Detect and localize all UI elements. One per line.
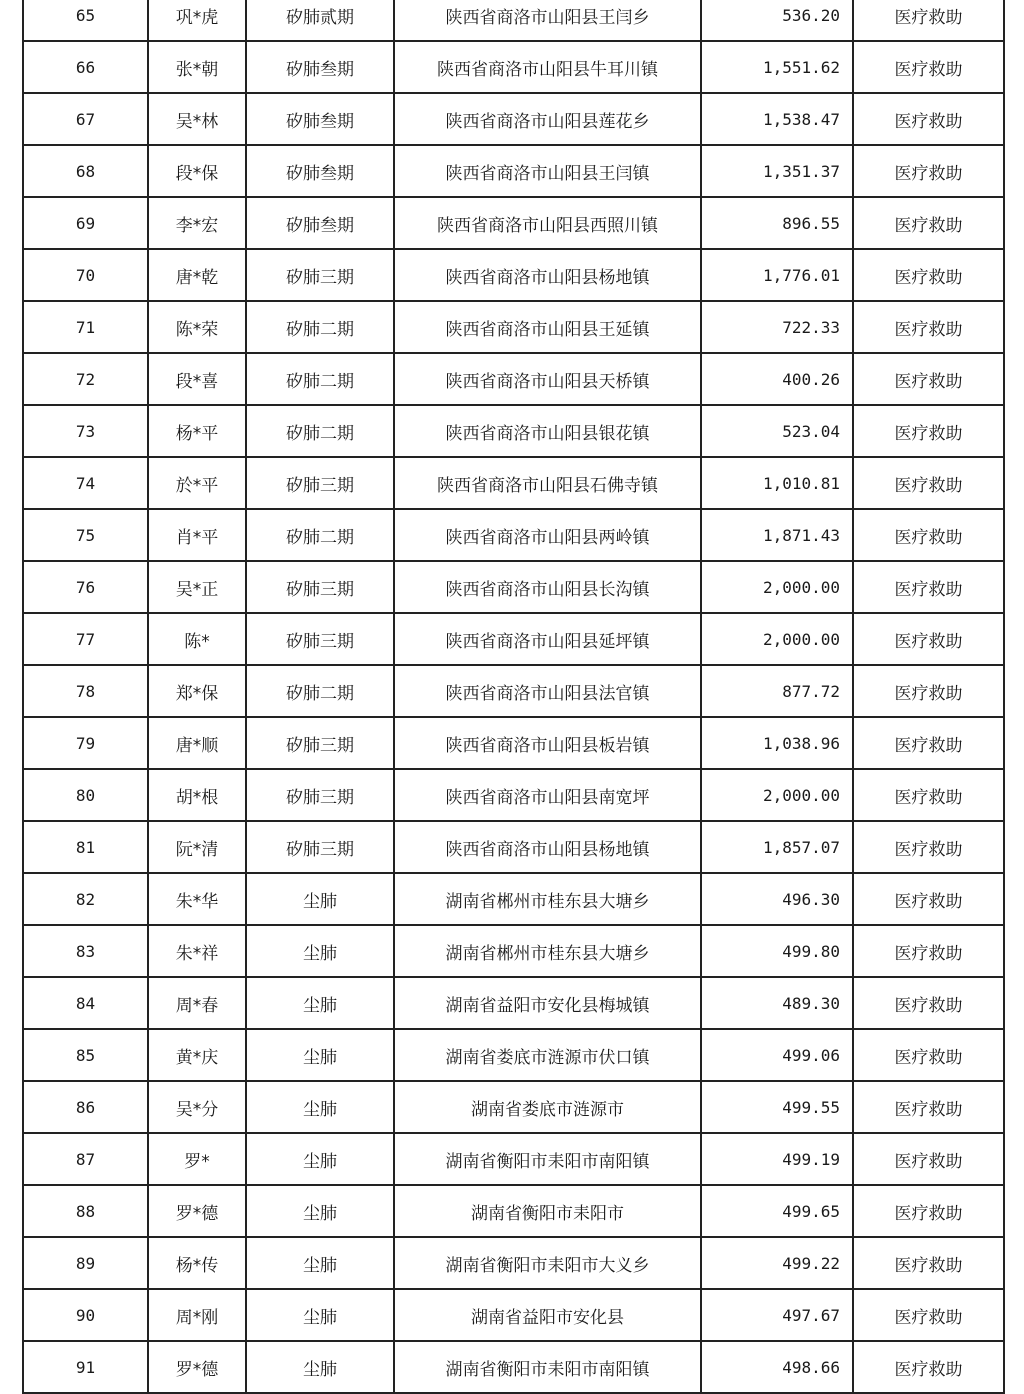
name-cell: 阮*清 (148, 821, 246, 873)
amount-cell: 1,351.37 (701, 145, 853, 197)
amount-cell: 896.55 (701, 197, 853, 249)
name-cell: 罗* (148, 1133, 246, 1185)
amount-cell: 499.80 (701, 925, 853, 977)
relief-type-cell: 医疗救助 (853, 405, 1004, 457)
amount-cell: 499.55 (701, 1081, 853, 1133)
name-cell: 吴*分 (148, 1081, 246, 1133)
relief-type-cell: 医疗救助 (853, 457, 1004, 509)
row-number-cell: 78 (23, 665, 148, 717)
relief-type-cell: 医疗救助 (853, 561, 1004, 613)
name-cell: 吴*正 (148, 561, 246, 613)
disease-stage-cell: 尘肺 (246, 1029, 394, 1081)
relief-type-cell: 医疗救助 (853, 1133, 1004, 1185)
amount-cell: 536.20 (701, 0, 853, 41)
row-number-cell: 75 (23, 509, 148, 561)
address-cell: 湖南省衡阳市耒阳市 (394, 1185, 701, 1237)
name-cell: 段*保 (148, 145, 246, 197)
address-cell: 陕西省商洛市山阳县王延镇 (394, 301, 701, 353)
name-cell: 陈* (148, 613, 246, 665)
row-number-cell: 85 (23, 1029, 148, 1081)
name-cell: 黄*庆 (148, 1029, 246, 1081)
name-cell: 朱*华 (148, 873, 246, 925)
amount-cell: 496.30 (701, 873, 853, 925)
relief-type-cell: 医疗救助 (853, 1341, 1004, 1393)
relief-type-cell: 医疗救助 (853, 613, 1004, 665)
table-row (23, 197, 1004, 249)
amount-cell: 1,010.81 (701, 457, 853, 509)
disease-stage-cell: 尘肺 (246, 1081, 394, 1133)
row-number-cell: 82 (23, 873, 148, 925)
table-row (23, 457, 1004, 509)
amount-cell: 1,776.01 (701, 249, 853, 301)
row-number-cell: 80 (23, 769, 148, 821)
address-cell: 陕西省商洛市山阳县南宽坪 (394, 769, 701, 821)
disease-stage-cell: 尘肺 (246, 925, 394, 977)
address-cell: 陕西省商洛市山阳县延坪镇 (394, 613, 701, 665)
disease-stage-cell: 矽肺叁期 (246, 93, 394, 145)
row-number-cell: 90 (23, 1289, 148, 1341)
name-cell: 朱*祥 (148, 925, 246, 977)
disease-stage-cell: 矽肺三期 (246, 561, 394, 613)
disease-stage-cell: 矽肺二期 (246, 665, 394, 717)
relief-table-body (23, 0, 1004, 1393)
disease-stage-cell: 矽肺叁期 (246, 145, 394, 197)
row-number-cell: 87 (23, 1133, 148, 1185)
row-number-cell: 65 (23, 0, 148, 41)
disease-stage-cell: 矽肺二期 (246, 405, 394, 457)
relief-type-cell: 医疗救助 (853, 509, 1004, 561)
relief-type-cell: 医疗救助 (853, 1029, 1004, 1081)
name-cell: 唐*乾 (148, 249, 246, 301)
name-cell: 唐*顺 (148, 717, 246, 769)
name-cell: 郑*保 (148, 665, 246, 717)
relief-type-cell: 医疗救助 (853, 977, 1004, 1029)
relief-type-cell: 医疗救助 (853, 1185, 1004, 1237)
table-row (23, 821, 1004, 873)
address-cell: 湖南省益阳市安化县梅城镇 (394, 977, 701, 1029)
table-row (23, 249, 1004, 301)
disease-stage-cell: 尘肺 (246, 1237, 394, 1289)
amount-cell: 498.66 (701, 1341, 853, 1393)
relief-table (22, 0, 1005, 1394)
address-cell: 湖南省衡阳市耒阳市南阳镇 (394, 1341, 701, 1393)
table-row (23, 41, 1004, 93)
table-row (23, 873, 1004, 925)
row-number-cell: 83 (23, 925, 148, 977)
disease-stage-cell: 矽肺叁期 (246, 41, 394, 93)
table-row (23, 405, 1004, 457)
address-cell: 陕西省商洛市山阳县长沟镇 (394, 561, 701, 613)
address-cell: 陕西省商洛市山阳县两岭镇 (394, 509, 701, 561)
relief-type-cell: 医疗救助 (853, 821, 1004, 873)
disease-stage-cell: 矽肺二期 (246, 353, 394, 405)
amount-cell: 1,538.47 (701, 93, 853, 145)
name-cell: 於*平 (148, 457, 246, 509)
amount-cell: 489.30 (701, 977, 853, 1029)
disease-stage-cell: 矽肺叁期 (246, 197, 394, 249)
row-number-cell: 71 (23, 301, 148, 353)
relief-type-cell: 医疗救助 (853, 353, 1004, 405)
disease-stage-cell: 矽肺贰期 (246, 0, 394, 41)
address-cell: 陕西省商洛市山阳县杨地镇 (394, 249, 701, 301)
address-cell: 湖南省郴州市桂东县大塘乡 (394, 925, 701, 977)
disease-stage-cell: 矽肺三期 (246, 613, 394, 665)
disease-stage-cell: 矽肺三期 (246, 457, 394, 509)
table-row (23, 1081, 1004, 1133)
row-number-cell: 74 (23, 457, 148, 509)
relief-type-cell: 医疗救助 (853, 665, 1004, 717)
row-number-cell: 72 (23, 353, 148, 405)
address-cell: 陕西省商洛市山阳县西照川镇 (394, 197, 701, 249)
address-cell: 陕西省商洛市山阳县莲花乡 (394, 93, 701, 145)
row-number-cell: 70 (23, 249, 148, 301)
table-row (23, 509, 1004, 561)
amount-cell: 722.33 (701, 301, 853, 353)
address-cell: 湖南省衡阳市耒阳市大义乡 (394, 1237, 701, 1289)
relief-type-cell: 医疗救助 (853, 0, 1004, 41)
row-number-cell: 76 (23, 561, 148, 613)
amount-cell: 499.65 (701, 1185, 853, 1237)
disease-stage-cell: 矽肺二期 (246, 509, 394, 561)
row-number-cell: 79 (23, 717, 148, 769)
disease-stage-cell: 尘肺 (246, 873, 394, 925)
table-row (23, 1029, 1004, 1081)
row-number-cell: 66 (23, 41, 148, 93)
address-cell: 陕西省商洛市山阳县银花镇 (394, 405, 701, 457)
table-row (23, 93, 1004, 145)
address-cell: 湖南省娄底市涟源市伏口镇 (394, 1029, 701, 1081)
row-number-cell: 81 (23, 821, 148, 873)
row-number-cell: 91 (23, 1341, 148, 1393)
table-row (23, 769, 1004, 821)
address-cell: 湖南省郴州市桂东县大塘乡 (394, 873, 701, 925)
amount-cell: 497.67 (701, 1289, 853, 1341)
amount-cell: 499.19 (701, 1133, 853, 1185)
address-cell: 陕西省商洛市山阳县王闫镇 (394, 145, 701, 197)
disease-stage-cell: 尘肺 (246, 1341, 394, 1393)
relief-type-cell: 医疗救助 (853, 1237, 1004, 1289)
disease-stage-cell: 矽肺三期 (246, 249, 394, 301)
disease-stage-cell: 尘肺 (246, 1289, 394, 1341)
amount-cell: 2,000.00 (701, 561, 853, 613)
name-cell: 李*宏 (148, 197, 246, 249)
disease-stage-cell: 矽肺三期 (246, 717, 394, 769)
table-row (23, 665, 1004, 717)
name-cell: 吴*林 (148, 93, 246, 145)
amount-cell: 1,857.07 (701, 821, 853, 873)
disease-stage-cell: 矽肺三期 (246, 769, 394, 821)
relief-type-cell: 医疗救助 (853, 925, 1004, 977)
row-number-cell: 73 (23, 405, 148, 457)
relief-type-cell: 医疗救助 (853, 197, 1004, 249)
table-row (23, 613, 1004, 665)
relief-type-cell: 医疗救助 (853, 873, 1004, 925)
amount-cell: 1,871.43 (701, 509, 853, 561)
table-row (23, 1133, 1004, 1185)
address-cell: 湖南省益阳市安化县 (394, 1289, 701, 1341)
relief-type-cell: 医疗救助 (853, 93, 1004, 145)
table-row (23, 1185, 1004, 1237)
address-cell: 陕西省商洛市山阳县王闫乡 (394, 0, 701, 41)
row-number-cell: 77 (23, 613, 148, 665)
table-row (23, 1237, 1004, 1289)
table-row (23, 301, 1004, 353)
address-cell: 陕西省商洛市山阳县杨地镇 (394, 821, 701, 873)
name-cell: 胡*根 (148, 769, 246, 821)
table-row (23, 0, 1004, 41)
relief-type-cell: 医疗救助 (853, 1081, 1004, 1133)
address-cell: 陕西省商洛市山阳县法官镇 (394, 665, 701, 717)
disease-stage-cell: 尘肺 (246, 1185, 394, 1237)
table-row (23, 1289, 1004, 1341)
name-cell: 巩*虎 (148, 0, 246, 41)
row-number-cell: 84 (23, 977, 148, 1029)
amount-cell: 523.04 (701, 405, 853, 457)
amount-cell: 2,000.00 (701, 613, 853, 665)
table-row (23, 1341, 1004, 1393)
address-cell: 陕西省商洛市山阳县板岩镇 (394, 717, 701, 769)
disease-stage-cell: 矽肺三期 (246, 821, 394, 873)
amount-cell: 1,038.96 (701, 717, 853, 769)
amount-cell: 877.72 (701, 665, 853, 717)
name-cell: 杨*平 (148, 405, 246, 457)
relief-type-cell: 医疗救助 (853, 769, 1004, 821)
table-row (23, 145, 1004, 197)
name-cell: 肖*平 (148, 509, 246, 561)
name-cell: 张*朝 (148, 41, 246, 93)
amount-cell: 1,551.62 (701, 41, 853, 93)
disease-stage-cell: 尘肺 (246, 977, 394, 1029)
row-number-cell: 69 (23, 197, 148, 249)
relief-type-cell: 医疗救助 (853, 717, 1004, 769)
table-row (23, 717, 1004, 769)
amount-cell: 2,000.00 (701, 769, 853, 821)
name-cell: 罗*德 (148, 1341, 246, 1393)
relief-type-cell: 医疗救助 (853, 301, 1004, 353)
address-cell: 陕西省商洛市山阳县石佛寺镇 (394, 457, 701, 509)
amount-cell: 499.06 (701, 1029, 853, 1081)
row-number-cell: 88 (23, 1185, 148, 1237)
amount-cell: 400.26 (701, 353, 853, 405)
relief-list-sheet (22, 0, 1003, 1394)
name-cell: 陈*荣 (148, 301, 246, 353)
name-cell: 段*喜 (148, 353, 246, 405)
table-row (23, 925, 1004, 977)
relief-type-cell: 医疗救助 (853, 249, 1004, 301)
table-row (23, 977, 1004, 1029)
relief-type-cell: 医疗救助 (853, 145, 1004, 197)
address-cell: 陕西省商洛市山阳县牛耳川镇 (394, 41, 701, 93)
name-cell: 杨*传 (148, 1237, 246, 1289)
name-cell: 周*春 (148, 977, 246, 1029)
row-number-cell: 68 (23, 145, 148, 197)
name-cell: 周*刚 (148, 1289, 246, 1341)
table-row (23, 353, 1004, 405)
row-number-cell: 67 (23, 93, 148, 145)
name-cell: 罗*德 (148, 1185, 246, 1237)
relief-type-cell: 医疗救助 (853, 1289, 1004, 1341)
relief-type-cell: 医疗救助 (853, 41, 1004, 93)
address-cell: 陕西省商洛市山阳县天桥镇 (394, 353, 701, 405)
row-number-cell: 89 (23, 1237, 148, 1289)
disease-stage-cell: 尘肺 (246, 1133, 394, 1185)
address-cell: 湖南省娄底市涟源市 (394, 1081, 701, 1133)
address-cell: 湖南省衡阳市耒阳市南阳镇 (394, 1133, 701, 1185)
amount-cell: 499.22 (701, 1237, 853, 1289)
row-number-cell: 86 (23, 1081, 148, 1133)
table-row (23, 561, 1004, 613)
disease-stage-cell: 矽肺二期 (246, 301, 394, 353)
